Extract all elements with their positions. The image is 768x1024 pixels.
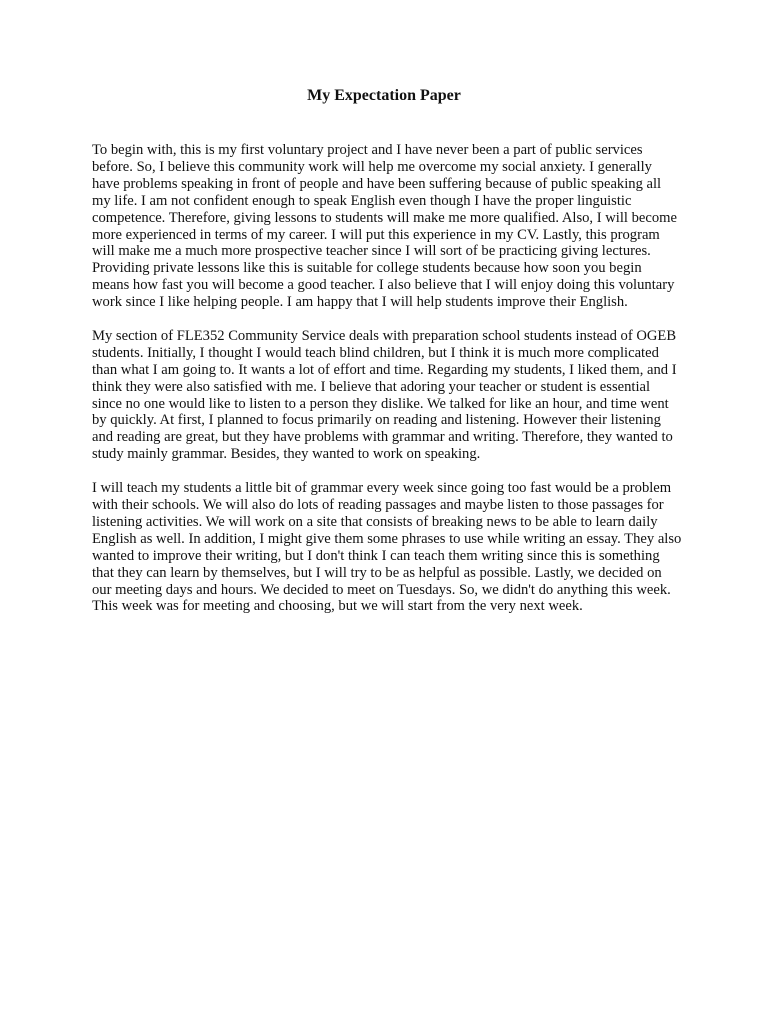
paragraph-1: To begin with, this is my first voluntary project and I have never been a part of public services before. So, I believe this community work will help me overcome my social anxiety. I generally have problems speaking in front of people and have been suffering because of public speaking all my life. I am not confident enough to speak English even though I have the proper linguistic competence. Therefore, giving lessons to students will make me more qualified. Also, I will become more experienced in terms of my career. I will put this experience in my CV. Lastly, this program will make me a much more prospective teacher since I will sort of be practicing giving lectures. Providing private lessons like this is suitable for college students because how soon you begin means how fast you will become a good teacher. I also believe that I will enjoy doing this voluntary work since I like helping people. I am happy that I will help students improve their English.	[92, 142, 677, 311]
paragraph-3: I will teach my students a little bit of grammar every week since going too fast would be a problem with their schools. We will also do lots of reading passages and maybe listen to those passages for listening activities. We will work on a site that consists of breaking news to be able to learn daily English as well. In addition, I might give them some phrases to use while writing an essay. They also wanted to improve their writing, but I don't think I can teach them writing since this is something that they can learn by themselves, but I will try to be as helpful as possible. Lastly, we decided on our meeting days and hours. We decided to meet on Tuesdays. So, we didn't do anything this week. This week was for meeting and choosing, but we will start from the very next week.	[92, 480, 682, 615]
page-title: My Expectation Paper	[307, 87, 461, 104]
document-body	[92, 142, 682, 632]
paragraph-2: My section of FLE352 Community Service deals with preparation school students instead of OGEB students. Initially, I thought I would teach blind children, but I think it is much more complicated than what I am going to. It wants a lot of effort and time. Regarding my students, I liked them, and I think they were also satisfied with me. I believe that adoring your teacher or student is essential since no one would like to listen to a person they dislike. We talked for like an hour, and time went by quickly. At first, I planned to focus primarily on reading and listening. However their listening and reading are great, but they have problems with grammar and writing. Therefore, they wanted to study mainly grammar. Besides, they wanted to work on speaking.	[92, 327, 677, 463]
